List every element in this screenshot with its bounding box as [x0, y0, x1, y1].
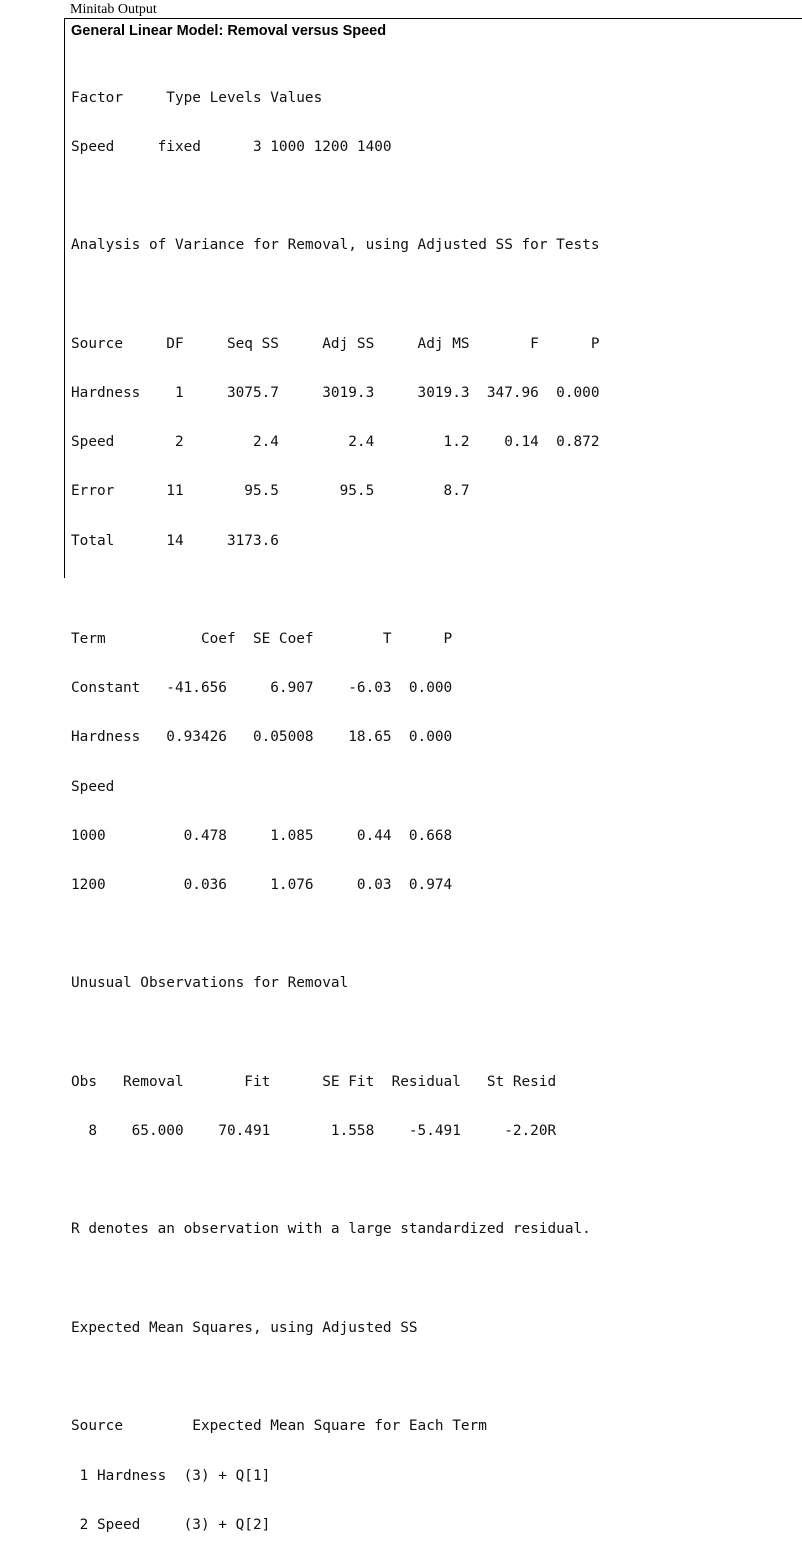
coef-row-hardness: Hardness 0.93426 0.05008 18.65 0.000 — [71, 729, 453, 746]
output-title: General Linear Model: Removal versus Speed — [71, 23, 387, 39]
anova-row-hardness: Hardness 1 3075.7 3019.3 3019.3 347.96 0.000 — [71, 385, 600, 402]
ems-heading: Expected Mean Squares, using Adjusted SS — [71, 1319, 418, 1336]
coef-row-1000: 1000 0.478 1.085 0.44 0.668 — [71, 827, 453, 844]
factor-header-line: Factor Type Levels Values — [71, 89, 323, 106]
unusual-heading: Unusual Observations for Removal — [71, 975, 349, 992]
session-output — [71, 57, 600, 1550]
factor-speed-line: Speed fixed 3 1000 1200 1400 — [71, 139, 392, 156]
anova-header-row: Source DF Seq SS Adj SS Adj MS F P — [71, 335, 600, 352]
ems-row-speed: 2 Speed (3) + Q[2] — [71, 1516, 271, 1533]
residual-note: R denotes an observation with a large standardized residual. — [71, 1221, 591, 1238]
anova-heading: Analysis of Variance for Removal, using Adjusted SS for Tests — [71, 237, 600, 254]
coef-row-constant: Constant -41.656 6.907 -6.03 0.000 — [71, 680, 453, 697]
coef-row-speed: Speed — [71, 778, 115, 795]
ems-header-row: Source Expected Mean Square for Each Term — [71, 1418, 487, 1435]
anova-row-error: Error 11 95.5 95.5 8.7 — [71, 483, 470, 500]
anova-row-total: Total 14 3173.6 — [71, 532, 279, 549]
ems-row-hardness: 1 Hardness (3) + Q[1] — [71, 1467, 271, 1484]
unusual-row-obs8: 8 65.000 70.491 1.558 -5.491 -2.20R — [71, 1123, 557, 1140]
unusual-header-row: Obs Removal Fit SE Fit Residual St Resid — [71, 1073, 557, 1090]
coef-header-row: Term Coef SE Coef T P — [71, 631, 453, 648]
page-caption: Minitab Output — [70, 2, 157, 17]
coef-row-1200: 1200 0.036 1.076 0.03 0.974 — [71, 877, 453, 894]
anova-row-speed: Speed 2 2.4 2.4 1.2 0.14 0.872 — [71, 434, 600, 451]
